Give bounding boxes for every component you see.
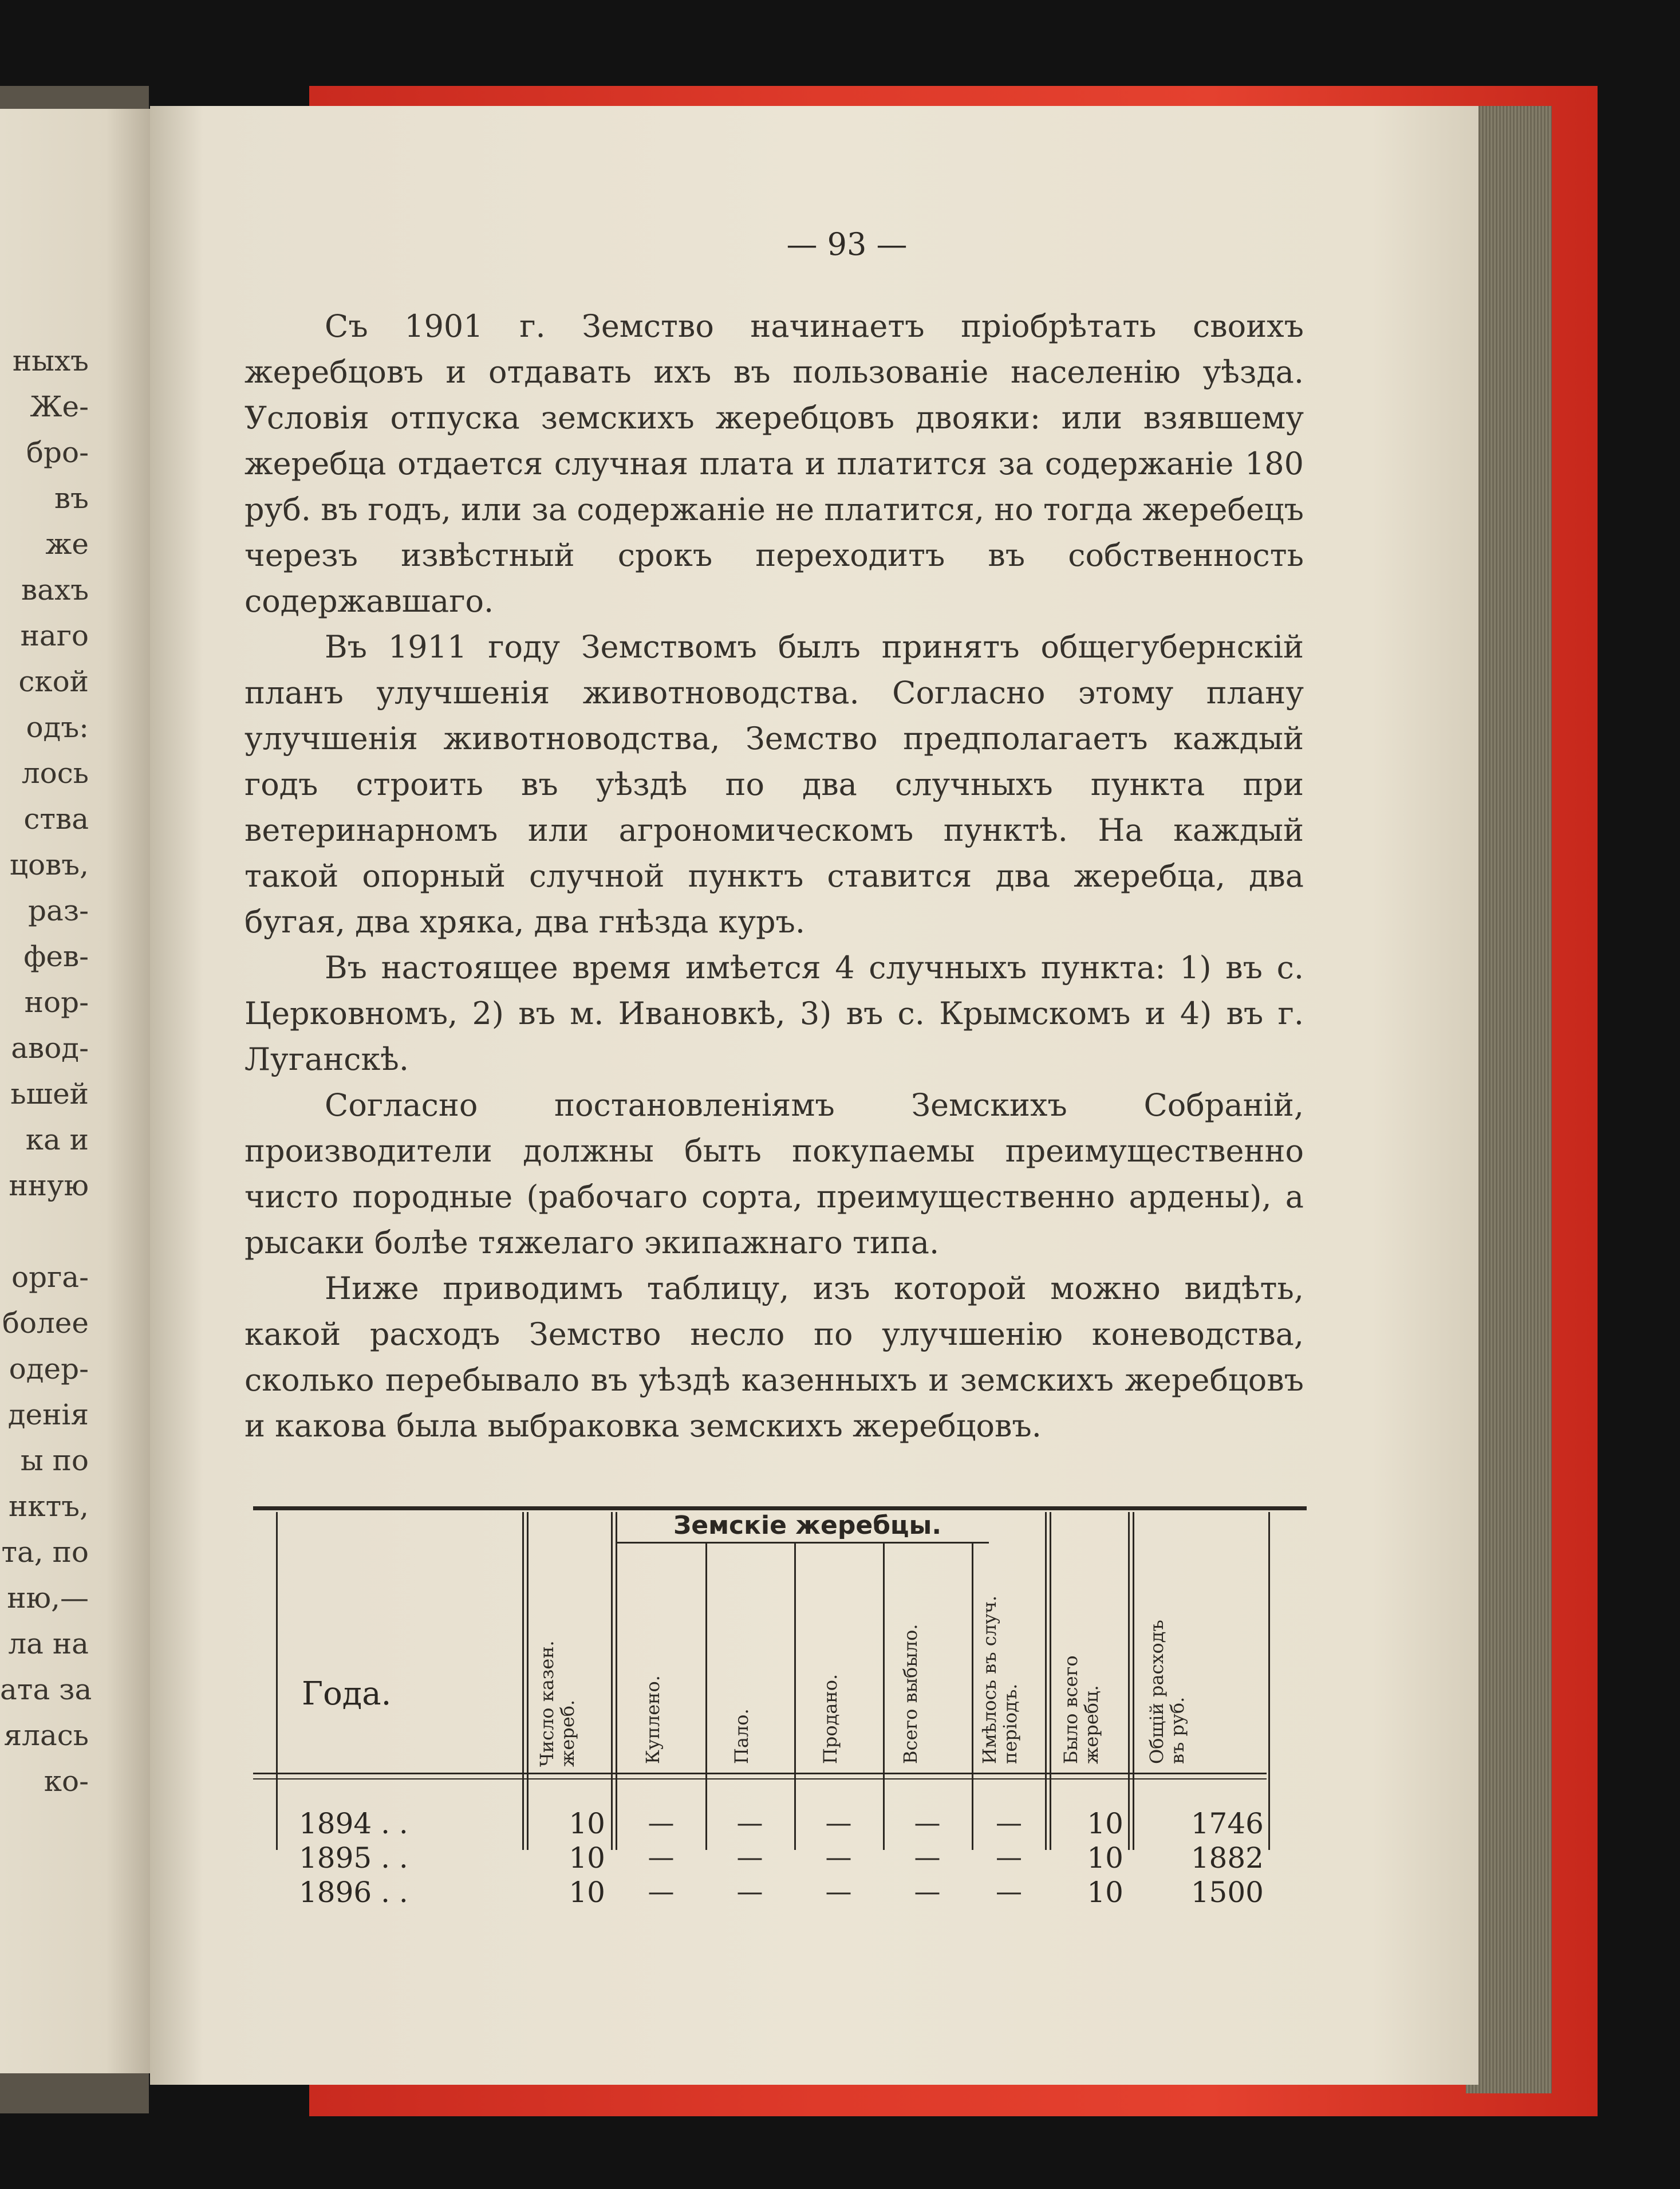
left-page-line: въ — [54, 482, 89, 515]
left-page-line: ата за — [0, 1673, 92, 1706]
left-page-line: лось — [21, 757, 89, 790]
header-bought: Куплено. — [642, 1675, 664, 1764]
cell-in-breeding: — — [996, 1876, 1022, 1907]
cell-sold: — — [825, 1807, 852, 1838]
cell-expense: 1746 — [1190, 1807, 1264, 1840]
left-page-line: авод- — [11, 1031, 89, 1065]
cell-total: 10 — [1087, 1807, 1123, 1840]
group-title: Земскіе жеребцы. — [673, 1511, 942, 1540]
cell-retired: — — [914, 1841, 941, 1872]
cell-in-breeding: — — [996, 1841, 1022, 1872]
left-page-line: ялась — [3, 1719, 89, 1752]
left-page-line: ы по — [20, 1444, 89, 1477]
paragraph: Согласно постановленіямъ Земскихъ Собраній, производители должны быть покупаемы преимущественно чисто породные (рабочаго сорта, преимущественно ардены), а рысаки болѣе тяжелаго экипажнаго типа. — [244, 1087, 1304, 1261]
cell-total: 10 — [1087, 1841, 1123, 1875]
left-page-line: бро- — [26, 436, 89, 469]
table-top-rule — [253, 1506, 1307, 1510]
cell-total: 10 — [1087, 1876, 1123, 1909]
column-rule — [883, 1544, 885, 1850]
header-total-stallions: Было всего жеребц. — [1060, 1655, 1102, 1764]
left-page-line: ства — [23, 802, 89, 836]
cell-year: 1896 . . — [299, 1876, 408, 1909]
left-page-line: нную — [9, 1169, 89, 1202]
column-rule — [1268, 1512, 1270, 1850]
cell-state: 10 — [569, 1807, 605, 1840]
left-page-text — [0, 338, 92, 1804]
column-rule — [1045, 1512, 1047, 1850]
left-page-line: ьшей — [10, 1077, 89, 1111]
cell-retired: — — [914, 1876, 941, 1907]
paragraph: Съ 1901 г. Земство начинаетъ пріобрѣтать своихъ жеребцовъ и отдавать ихъ въ пользованіе населенію уѣзда. Условія отпуска земскихъ жеребцовъ двояки: или взявшему жеребца отдается случная плата и платится за содержаніе 180 руб. въ годъ, или за содержаніе не платится, но тогда жеребецъ черезъ извѣстный срокъ переходитъ въ собственность содержавшаго. — [244, 308, 1304, 619]
left-page-line: одъ: — [26, 711, 89, 744]
left-page-line: раз- — [28, 894, 89, 927]
header-died: Пало. — [731, 1708, 752, 1764]
header-total-retired: Всего выбыло. — [900, 1624, 921, 1764]
left-page-line: ко- — [44, 1765, 89, 1798]
cell-expense: 1882 — [1190, 1841, 1264, 1875]
cell-state: 10 — [569, 1841, 605, 1875]
left-page-line: же — [45, 527, 89, 561]
group-underline — [617, 1542, 989, 1544]
cell-died: — — [736, 1807, 763, 1838]
cell-sold: — — [825, 1876, 852, 1907]
left-page — [0, 109, 152, 2073]
left-page-line: одер- — [9, 1352, 89, 1385]
cell-died: — — [736, 1876, 763, 1907]
paragraph: Въ 1911 году Земствомъ былъ принятъ общегубернскій планъ улучшенія животноводства. Согласно этому плану улучшенія животноводства, Земство предполагаетъ каждый годъ строить въ уѣздѣ по два случныхъ пункта при ветеринарномъ или агрономическомъ пунктѣ. На каждый такой опорный случной пунктъ ставится два жеребца, два бугая, два хряка, два гнѣзда куръ. — [244, 629, 1304, 940]
paragraph: Въ настоящее время имѣется 4 случныхъ пункта: 1) въ с. Церковномъ, 2) въ м. Ивановкѣ, 3) въ с. Крымскомъ и 4) въ г. Луганскѣ. — [244, 950, 1304, 1077]
header-total-expense: Общій расходъ въ руб. — [1146, 1620, 1188, 1764]
column-rule — [794, 1544, 796, 1850]
left-page-line: фев- — [23, 940, 89, 973]
column-rule — [616, 1512, 617, 1850]
left-page-line: ню,— — [7, 1581, 89, 1615]
left-page-line: Же- — [30, 390, 89, 423]
cell-year: 1894 . . — [299, 1807, 408, 1840]
page-number: — 93 — — [786, 226, 908, 262]
page-edges — [1466, 106, 1552, 2093]
left-page-line: вахъ — [21, 573, 89, 607]
right-page — [150, 106, 1478, 2085]
left-page-line: денія — [7, 1398, 89, 1431]
column-rule — [1133, 1512, 1134, 1850]
left-page-line: цовъ, — [9, 848, 89, 881]
cell-state: 10 — [569, 1876, 605, 1909]
header-year: Года. — [302, 1675, 392, 1712]
column-rule — [611, 1512, 613, 1850]
left-page-line: наго — [20, 619, 89, 652]
cell-bought: — — [648, 1841, 675, 1872]
left-page-line: более — [2, 1306, 89, 1340]
header-in-breeding: Имѣлось въ случ. періодъ. — [979, 1595, 1021, 1764]
left-page-line: орга- — [11, 1261, 89, 1294]
column-rule — [1128, 1512, 1130, 1850]
cell-sold: — — [825, 1841, 852, 1872]
table-header-rule — [253, 1773, 1267, 1774]
cell-expense: 1500 — [1190, 1876, 1264, 1909]
column-rule — [276, 1512, 278, 1850]
cell-bought: — — [648, 1876, 675, 1907]
left-page-line: ской — [18, 665, 89, 698]
left-page-line: нор- — [24, 986, 89, 1019]
left-page-line: та, по — [1, 1536, 89, 1569]
column-rule — [522, 1512, 524, 1850]
cell-year: 1895 . . — [299, 1841, 408, 1875]
left-page-line: нктъ, — [9, 1490, 89, 1523]
left-page-line: ла на — [8, 1627, 89, 1660]
cell-retired: — — [914, 1807, 941, 1838]
cell-died: — — [736, 1841, 763, 1872]
left-page-line: ка и — [25, 1123, 89, 1156]
cell-bought: — — [648, 1807, 675, 1838]
column-rule — [527, 1512, 529, 1850]
left-page-line — [0, 1208, 89, 1254]
cell-in-breeding: — — [996, 1807, 1022, 1838]
table-header-rule-2 — [253, 1778, 1267, 1779]
header-state-stallions: Число казен. жереб. — [536, 1640, 578, 1767]
column-rule — [705, 1544, 707, 1850]
column-rule — [972, 1544, 973, 1850]
stallion-table — [253, 1506, 1307, 1909]
left-page-line: ныхъ — [12, 344, 89, 377]
header-sold: Продано. — [819, 1674, 841, 1764]
paragraph: Ниже приводимъ таблицу, изъ которой можно видѣть, какой расходъ Земство несло по улучшенію коневодства, сколько перебывало въ уѣздѣ казенныхъ и земскихъ жеребцовъ и какова была выбраковка земскихъ жеребцовъ. — [244, 1270, 1304, 1444]
column-rule — [1050, 1512, 1051, 1850]
